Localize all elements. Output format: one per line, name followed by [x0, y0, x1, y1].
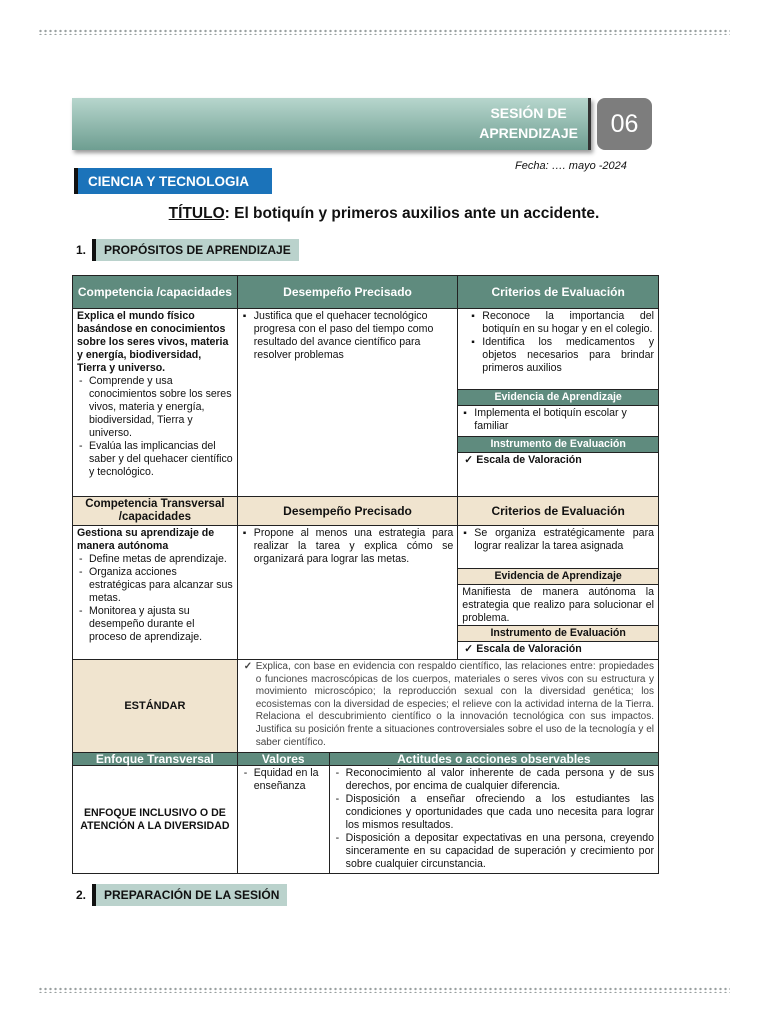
header-actitudes: Actitudes o acciones observables — [329, 753, 658, 766]
section-number: 2. — [76, 888, 87, 902]
evidencia-box — [458, 405, 658, 436]
list-item: - Comprende y usa conocimientos sobre los seres vivos, materia y energía, biodiversidad, Tierra y universo. — [77, 375, 233, 440]
session-title-line1: SESIÓN DE — [490, 105, 567, 121]
header-desempeno: Desempeño Precisado — [237, 276, 458, 309]
section-label: PREPARACIÓN DE LA SESIÓN — [92, 884, 287, 906]
criterios-cell — [458, 526, 659, 660]
session-number: 06 — [597, 98, 652, 150]
valor-cell — [237, 766, 329, 874]
subject-area: CIENCIA Y TECNOLOGIA — [74, 168, 272, 194]
estandar-text: ✓ Explica, con base en evidencia con respaldo científico, las relaciones entre: propiedades o funciones macroscópicas de los cuerpos, materiales o seres vivos con su estructura y movimiento microscópico; la reproducción sexual con la diversidad genética; los ecosistemas con la diversidad de especies; el relieve con la actividad interna de la Tierra. Relaciona el descubrimiento científico o la innovación tecnológica con sus impactos. Justifica su posición frente a situaciones controversiales sobre el uso de la tecnología y el saber científico. — [242, 661, 654, 749]
session-heading — [0, 205, 768, 223]
table-row — [73, 309, 659, 497]
session-title — [479, 103, 578, 143]
session-date: Fecha: …. mayo -2024 — [515, 160, 627, 172]
header-competencia-transversal: Competencia Transversal /capacidades — [73, 497, 238, 526]
list-item: ▪ Propone al menos una estrategia para realizar la tarea y explica cómo se organizará para lograr las metas. — [242, 527, 454, 566]
header-desempeno: Desempeño Precisado — [237, 497, 458, 526]
session-banner — [72, 98, 591, 150]
instrumento-label: Instrumento de Evaluación — [458, 436, 658, 452]
list-item: ▪ Se organiza estratégicamente para lograr realizar la tarea asignada — [462, 527, 654, 553]
criterios-cell — [458, 309, 659, 497]
section-label: PROPÓSITOS DE APRENDIZAJE — [92, 239, 299, 261]
decorative-dotted-border-top — [38, 29, 730, 35]
evidencia-text: Manifiesta de manera autónoma la estrategia que realizo para solucionar el problema. — [458, 584, 658, 625]
list-item: - Monitorea y ajusta su desempeño durante el proceso de aprendizaje. — [77, 605, 233, 644]
table-header-row-transversal — [73, 497, 659, 526]
desempeno-cell — [237, 526, 458, 660]
instrumento-box — [458, 641, 658, 657]
instrumento-text: ✓ Escala de Valoración — [462, 643, 581, 655]
competencia-cell — [73, 309, 238, 497]
title-label: TÍTULO — [168, 205, 225, 222]
enfoque-table — [72, 752, 659, 874]
list-item: - Define metas de aprendizaje. — [77, 553, 233, 566]
list-item: - Disposición a enseñar ofreciendo a los estudiantes las condiciones y oportunidades que cada uno necesita para lograr los mismos resultados. — [334, 793, 654, 832]
list-item: ▪ Identifica los medicamentos y objetos necesarios para brindar primeros auxilios — [470, 336, 654, 375]
table-row — [73, 526, 659, 660]
estandar-label: ESTÁNDAR — [73, 660, 238, 753]
evidencia-label: Evidencia de Aprendizaje — [458, 568, 658, 584]
list-item: - Disposición a depositar expectativas en una persona, creyendo sinceramente en su capacidad de superación y crecimiento por sobre cualquier circunstancia. — [334, 832, 654, 871]
list-item: ▪ Justifica que el quehacer tecnológico progresa con el paso del tiempo como resultado del avance científico para resolver problemas — [242, 310, 454, 362]
estandar-row — [73, 660, 659, 753]
section-number: 1. — [76, 243, 87, 257]
competencia-transversal-cell — [73, 526, 238, 660]
instrumento-text: ✓ Escala de Valoración — [462, 454, 581, 466]
actitudes-list — [334, 767, 654, 871]
instrumento-label: Instrumento de Evaluación — [458, 625, 658, 641]
header-valores: Valores — [237, 753, 329, 766]
title-text: : El botiquín y primeros auxilios ante un accidente. — [224, 205, 600, 222]
competencia-title: Gestiona su aprendizaje de manera autónoma — [77, 527, 215, 552]
session-title-line2: APRENDIZAJE — [479, 125, 578, 141]
header-criterios: Criterios de Evaluación — [458, 276, 659, 309]
decorative-dotted-border-bottom — [38, 987, 730, 993]
section-2-heading — [76, 884, 287, 906]
list-item: - Equidad en la enseñanza — [242, 767, 325, 793]
enfoque-name: ENFOQUE INCLUSIVO O DE ATENCIÓN A LA DIVERSIDAD — [73, 766, 238, 874]
evidencia-label: Evidencia de Aprendizaje — [458, 389, 658, 405]
evidencia-text: ▪ Implementa el botiquín escolar y familiar — [462, 407, 654, 433]
purposes-table — [72, 275, 659, 753]
criterios-list-box — [458, 309, 658, 389]
table-row — [73, 766, 659, 874]
estandar-cell — [237, 660, 658, 753]
capacidades-list — [77, 375, 233, 479]
enfoque-header-row — [73, 753, 659, 766]
list-item: ▪ Reconoce la importancia del botiquín en su hogar y en el colegio. — [470, 310, 654, 336]
list-item: - Evalúa las implicancias del saber y del quehacer científico y tecnológico. — [77, 440, 233, 479]
header-enfoque: Enfoque Transversal — [73, 753, 238, 766]
header-competencia: Competencia /capacidades — [73, 276, 238, 309]
list-item: - Reconocimiento al valor inherente de cada persona y de sus derechos, por encima de cualquier diferencia. — [334, 767, 654, 793]
criterios-list-box — [458, 526, 658, 568]
desempeno-cell — [237, 309, 458, 497]
header-criterios: Criterios de Evaluación — [458, 497, 659, 526]
list-item: - Organiza acciones estratégicas para alcanzar sus metas. — [77, 566, 233, 605]
competencia-title: Explica el mundo físico basándose en conocimientos sobre los seres vivos, materia y energía, biodiversidad, Tierra y universo. — [77, 310, 229, 374]
table-header-row — [73, 276, 659, 309]
section-1-heading — [76, 239, 299, 261]
capacidades-list — [77, 553, 233, 644]
actitudes-cell — [329, 766, 658, 874]
instrumento-box — [458, 452, 658, 468]
